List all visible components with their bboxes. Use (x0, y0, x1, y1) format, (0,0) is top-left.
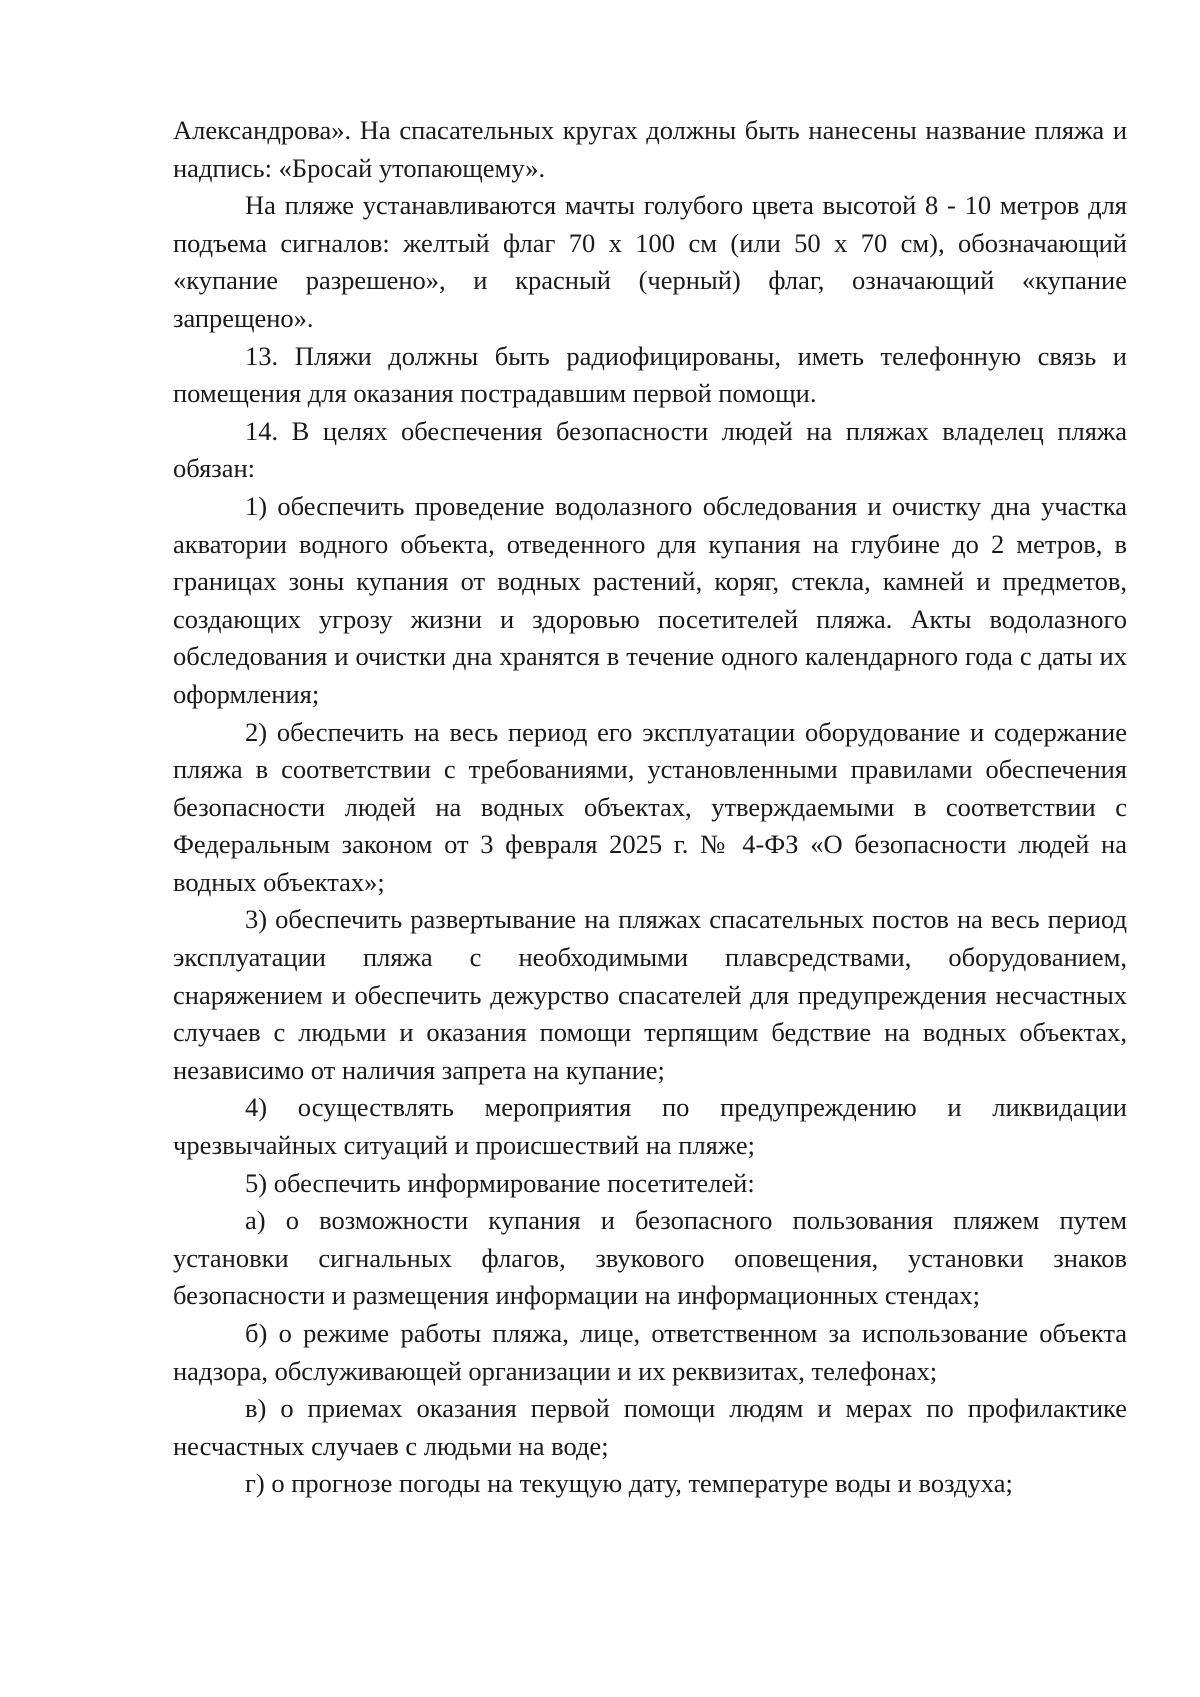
list-item-4: 4) осуществлять мероприятия по предупреждению и ликвидации чрезвычайных ситуаций и происшествий на пляже; (173, 1092, 1127, 1161)
list-item-1: 1) обеспечить проведение водолазного обследования и очистку дна участка акватории водного объекта, отведенного для купания на глубине до 2 метров, в границах зоны купания от водных растений, коряг, стекла, камней и предметов, создающих угрозу жизни и здоровью посетителей пляжа. Акты водолазного обследования и очистки дна хранятся в течение одного календарного года с даты их оформления; (173, 490, 1127, 709)
list-item-3: 3) обеспечить развертывание на пляжах спасательных постов на весь период эксплуатации пляжа с необходимыми плавсредствами, оборудованием, снаряжением и обеспечить дежурство спасателей для предупреждения несчастных случаев с людьми и оказания помощи терпящим бедствие на водных объектах, независимо от наличия запрета на купание; (173, 904, 1127, 1085)
sub-item-a: а) о возможности купания и безопасного пользования пляжем путем установки сигнальных флагов, звукового оповещения, установки знаков безопасности и размещения информации на информационных стендах; (173, 1205, 1127, 1311)
paragraph-item-14: 14. В целях обеспечения безопасности людей на пляжах владелец пляжа обязан: (173, 415, 1127, 484)
sub-item-v: в) о приемах оказания первой помощи людям и мерах по профилактике несчастных случаев с людьми на воде; (173, 1393, 1127, 1461)
sub-item-g: г) о прогнозе погоды на текущую дату, температуре воды и воздуха; (245, 1468, 1013, 1499)
list-item-5: 5) обеспечить информирование посетителей: (245, 1167, 755, 1198)
sub-item-b: б) о режиме работы пляжа, лице, ответственном за использование объекта надзора, обслуживающей организации и их реквизитах, телефонах; (173, 1318, 1127, 1386)
list-item-2: 2) обеспечить на весь период его эксплуатации оборудование и содержание пляжа в соответствии с требованиями, установленными правилами обеспечения безопасности людей на водных объектах, утверждаемыми в соответствии с Федеральным законом от 3 февраля 2025 г. № 4-ФЗ «О безопасности людей на водных объектах»; (173, 716, 1127, 897)
paragraph-item-13: 13. Пляжи должны быть радиофицированы, иметь телефонную связь и помещения для оказания пострадавшим первой помощи. (173, 340, 1127, 409)
paragraph-continuation: Александрова». На спасательных кругах должны быть нанесены название пляжа и надпись: «Бросай утопающему». (173, 115, 1127, 183)
paragraph-masts-flags: На пляже устанавливаются мачты голубого цвета высотой 8 - 10 метров для подъема сигналов: желтый флаг 70 х 100 см (или 50 х 70 см), обозначающий «купание разрешено», и красный (черный) флаг, означающий «купание запрещено». (173, 190, 1127, 333)
document-body (173, 112, 1127, 1503)
